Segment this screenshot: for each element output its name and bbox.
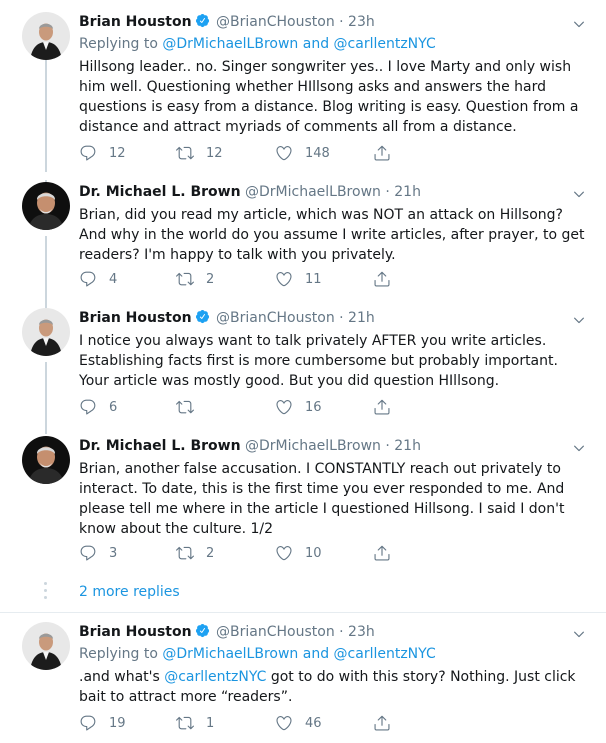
share-icon xyxy=(373,144,391,162)
divider xyxy=(0,612,606,613)
author-handle[interactable]: @BrianCHouston xyxy=(216,624,335,640)
avatar[interactable] xyxy=(22,622,70,670)
more-replies-link[interactable]: 2 more replies xyxy=(79,584,180,600)
retweet-button[interactable] xyxy=(176,143,223,163)
retweet-button[interactable] xyxy=(176,269,214,289)
thread-line xyxy=(45,432,47,434)
thread-line xyxy=(45,236,47,306)
mention-link[interactable]: @carllentzNYC xyxy=(333,646,436,662)
author-handle[interactable]: @DrMichaelLBrown xyxy=(245,438,381,454)
reply-count: 6 xyxy=(109,399,118,415)
replying-to xyxy=(79,35,592,54)
like-count: 16 xyxy=(305,399,322,415)
share-icon xyxy=(373,398,391,416)
tweet-text: Brian, did you read my article, which was NOT an attack on Hillsong? And why in the world do you assume I write articles, after prayer, to get readers? I'm happy to talk with you privately. xyxy=(79,207,585,263)
avatar[interactable] xyxy=(22,436,70,484)
reply-button[interactable] xyxy=(79,713,126,733)
author-name[interactable]: Dr. Michael L. Brown xyxy=(79,438,241,454)
mention-link[interactable]: @DrMichaelLBrown xyxy=(162,36,299,52)
tweet-text: I notice you always want to talk privately AFTER you write articles. Establishing facts first is more cumbersome but probably important. Your article was mostly good. But you did question HIllsong. xyxy=(79,333,558,389)
thread-line xyxy=(45,60,47,172)
timestamp[interactable]: · 21h xyxy=(339,310,375,326)
reply-icon xyxy=(79,398,97,416)
author-name[interactable]: Brian Houston xyxy=(79,624,192,640)
share-button[interactable] xyxy=(373,397,391,417)
mention-link[interactable]: @carllentzNYC xyxy=(164,669,267,685)
share-button[interactable] xyxy=(373,713,391,733)
author-handle[interactable]: @BrianCHouston xyxy=(216,14,335,30)
reply-count: 3 xyxy=(109,545,118,561)
mention-link[interactable]: @carllentzNYC xyxy=(333,36,436,52)
author-name[interactable]: Brian Houston xyxy=(79,310,192,326)
reply-count: 19 xyxy=(109,715,126,731)
verified-icon xyxy=(195,309,210,324)
like-count: 148 xyxy=(305,145,330,161)
chevron-down-icon[interactable] xyxy=(572,187,586,201)
share-button[interactable] xyxy=(373,269,391,289)
mention-link[interactable]: @DrMichaelLBrown xyxy=(162,646,299,662)
author-name[interactable]: Dr. Michael L. Brown xyxy=(79,184,241,200)
share-button[interactable] xyxy=(373,143,391,163)
retweet-icon xyxy=(176,544,194,562)
retweet-button[interactable] xyxy=(176,713,214,733)
chevron-down-icon[interactable] xyxy=(572,313,586,327)
reply-button[interactable] xyxy=(79,397,117,417)
retweet-icon xyxy=(176,144,194,162)
like-icon xyxy=(275,398,293,416)
retweet-count: 2 xyxy=(206,545,215,561)
timestamp[interactable]: · 21h xyxy=(385,184,421,200)
avatar[interactable] xyxy=(22,308,70,356)
share-icon xyxy=(373,544,391,562)
reply-button[interactable] xyxy=(79,543,117,563)
retweet-count: 1 xyxy=(206,715,215,731)
retweet-count: 12 xyxy=(206,145,223,161)
reply-count: 12 xyxy=(109,145,126,161)
tweet-text: Brian, another false accusation. I CONSTANTLY reach out privately to interact. To date, this is the first time you ever responded to me. And please tell me where in the article I questioned Hillsong. I said I don't know about the culture. 1/2 xyxy=(79,461,565,537)
tweet-text-part: .and what's xyxy=(79,669,165,685)
replying-to-label: Replying to xyxy=(79,646,163,662)
like-count: 46 xyxy=(305,715,322,731)
replying-and: and xyxy=(298,646,334,662)
share-button[interactable] xyxy=(373,543,391,563)
retweet-icon xyxy=(176,714,194,732)
chevron-down-icon[interactable] xyxy=(572,627,586,641)
retweet-button[interactable] xyxy=(176,543,214,563)
replying-and: and xyxy=(298,36,334,52)
timestamp[interactable]: · 23h xyxy=(339,14,375,30)
reply-icon xyxy=(79,714,97,732)
like-button[interactable] xyxy=(275,543,322,563)
author-handle[interactable]: @BrianCHouston xyxy=(216,310,335,326)
reply-button[interactable] xyxy=(79,143,126,163)
like-icon xyxy=(275,270,293,288)
tweet-text-part: got to do with this story? Nothing. Just click bait to attract more “readers”. xyxy=(79,669,576,705)
like-icon xyxy=(275,714,293,732)
chevron-down-icon[interactable] xyxy=(572,17,586,31)
like-icon xyxy=(275,544,293,562)
like-icon xyxy=(275,144,293,162)
timestamp[interactable]: · 21h xyxy=(385,438,421,454)
retweet-button[interactable] xyxy=(176,397,206,417)
reply-icon xyxy=(79,144,97,162)
thread-line xyxy=(45,362,47,432)
author-handle[interactable]: @DrMichaelLBrown xyxy=(245,184,381,200)
avatar[interactable] xyxy=(22,182,70,230)
avatar[interactable] xyxy=(22,12,70,60)
like-button[interactable] xyxy=(275,269,322,289)
like-button[interactable] xyxy=(275,397,322,417)
like-button[interactable] xyxy=(275,713,322,733)
retweet-icon xyxy=(176,270,194,288)
verified-icon xyxy=(195,13,210,28)
reply-icon xyxy=(79,270,97,288)
like-count: 11 xyxy=(305,271,322,287)
thread-gap-dots xyxy=(44,582,47,603)
like-count: 10 xyxy=(305,545,322,561)
replying-to-label: Replying to xyxy=(79,36,163,52)
tweet-text: Hillsong leader.. no. Singer songwriter yes.. I love Marty and only wish him well. Questioning whether HIllsong asks and answers the hard questions is easy from a distance. Blog writing is easy. Question from a distance and attract myriads of comments all from a distance. xyxy=(79,59,579,135)
replying-to xyxy=(79,645,592,664)
share-icon xyxy=(373,714,391,732)
reply-count: 4 xyxy=(109,271,118,287)
timestamp[interactable]: · 23h xyxy=(339,624,375,640)
share-icon xyxy=(373,270,391,288)
chevron-down-icon[interactable] xyxy=(572,441,586,455)
reply-button[interactable] xyxy=(79,269,117,289)
tweet-text xyxy=(79,667,592,707)
author-name[interactable]: Brian Houston xyxy=(79,14,192,30)
retweet-count: 2 xyxy=(206,271,215,287)
reply-icon xyxy=(79,544,97,562)
verified-icon xyxy=(195,623,210,638)
like-button[interactable] xyxy=(275,143,330,163)
retweet-icon xyxy=(176,398,194,416)
